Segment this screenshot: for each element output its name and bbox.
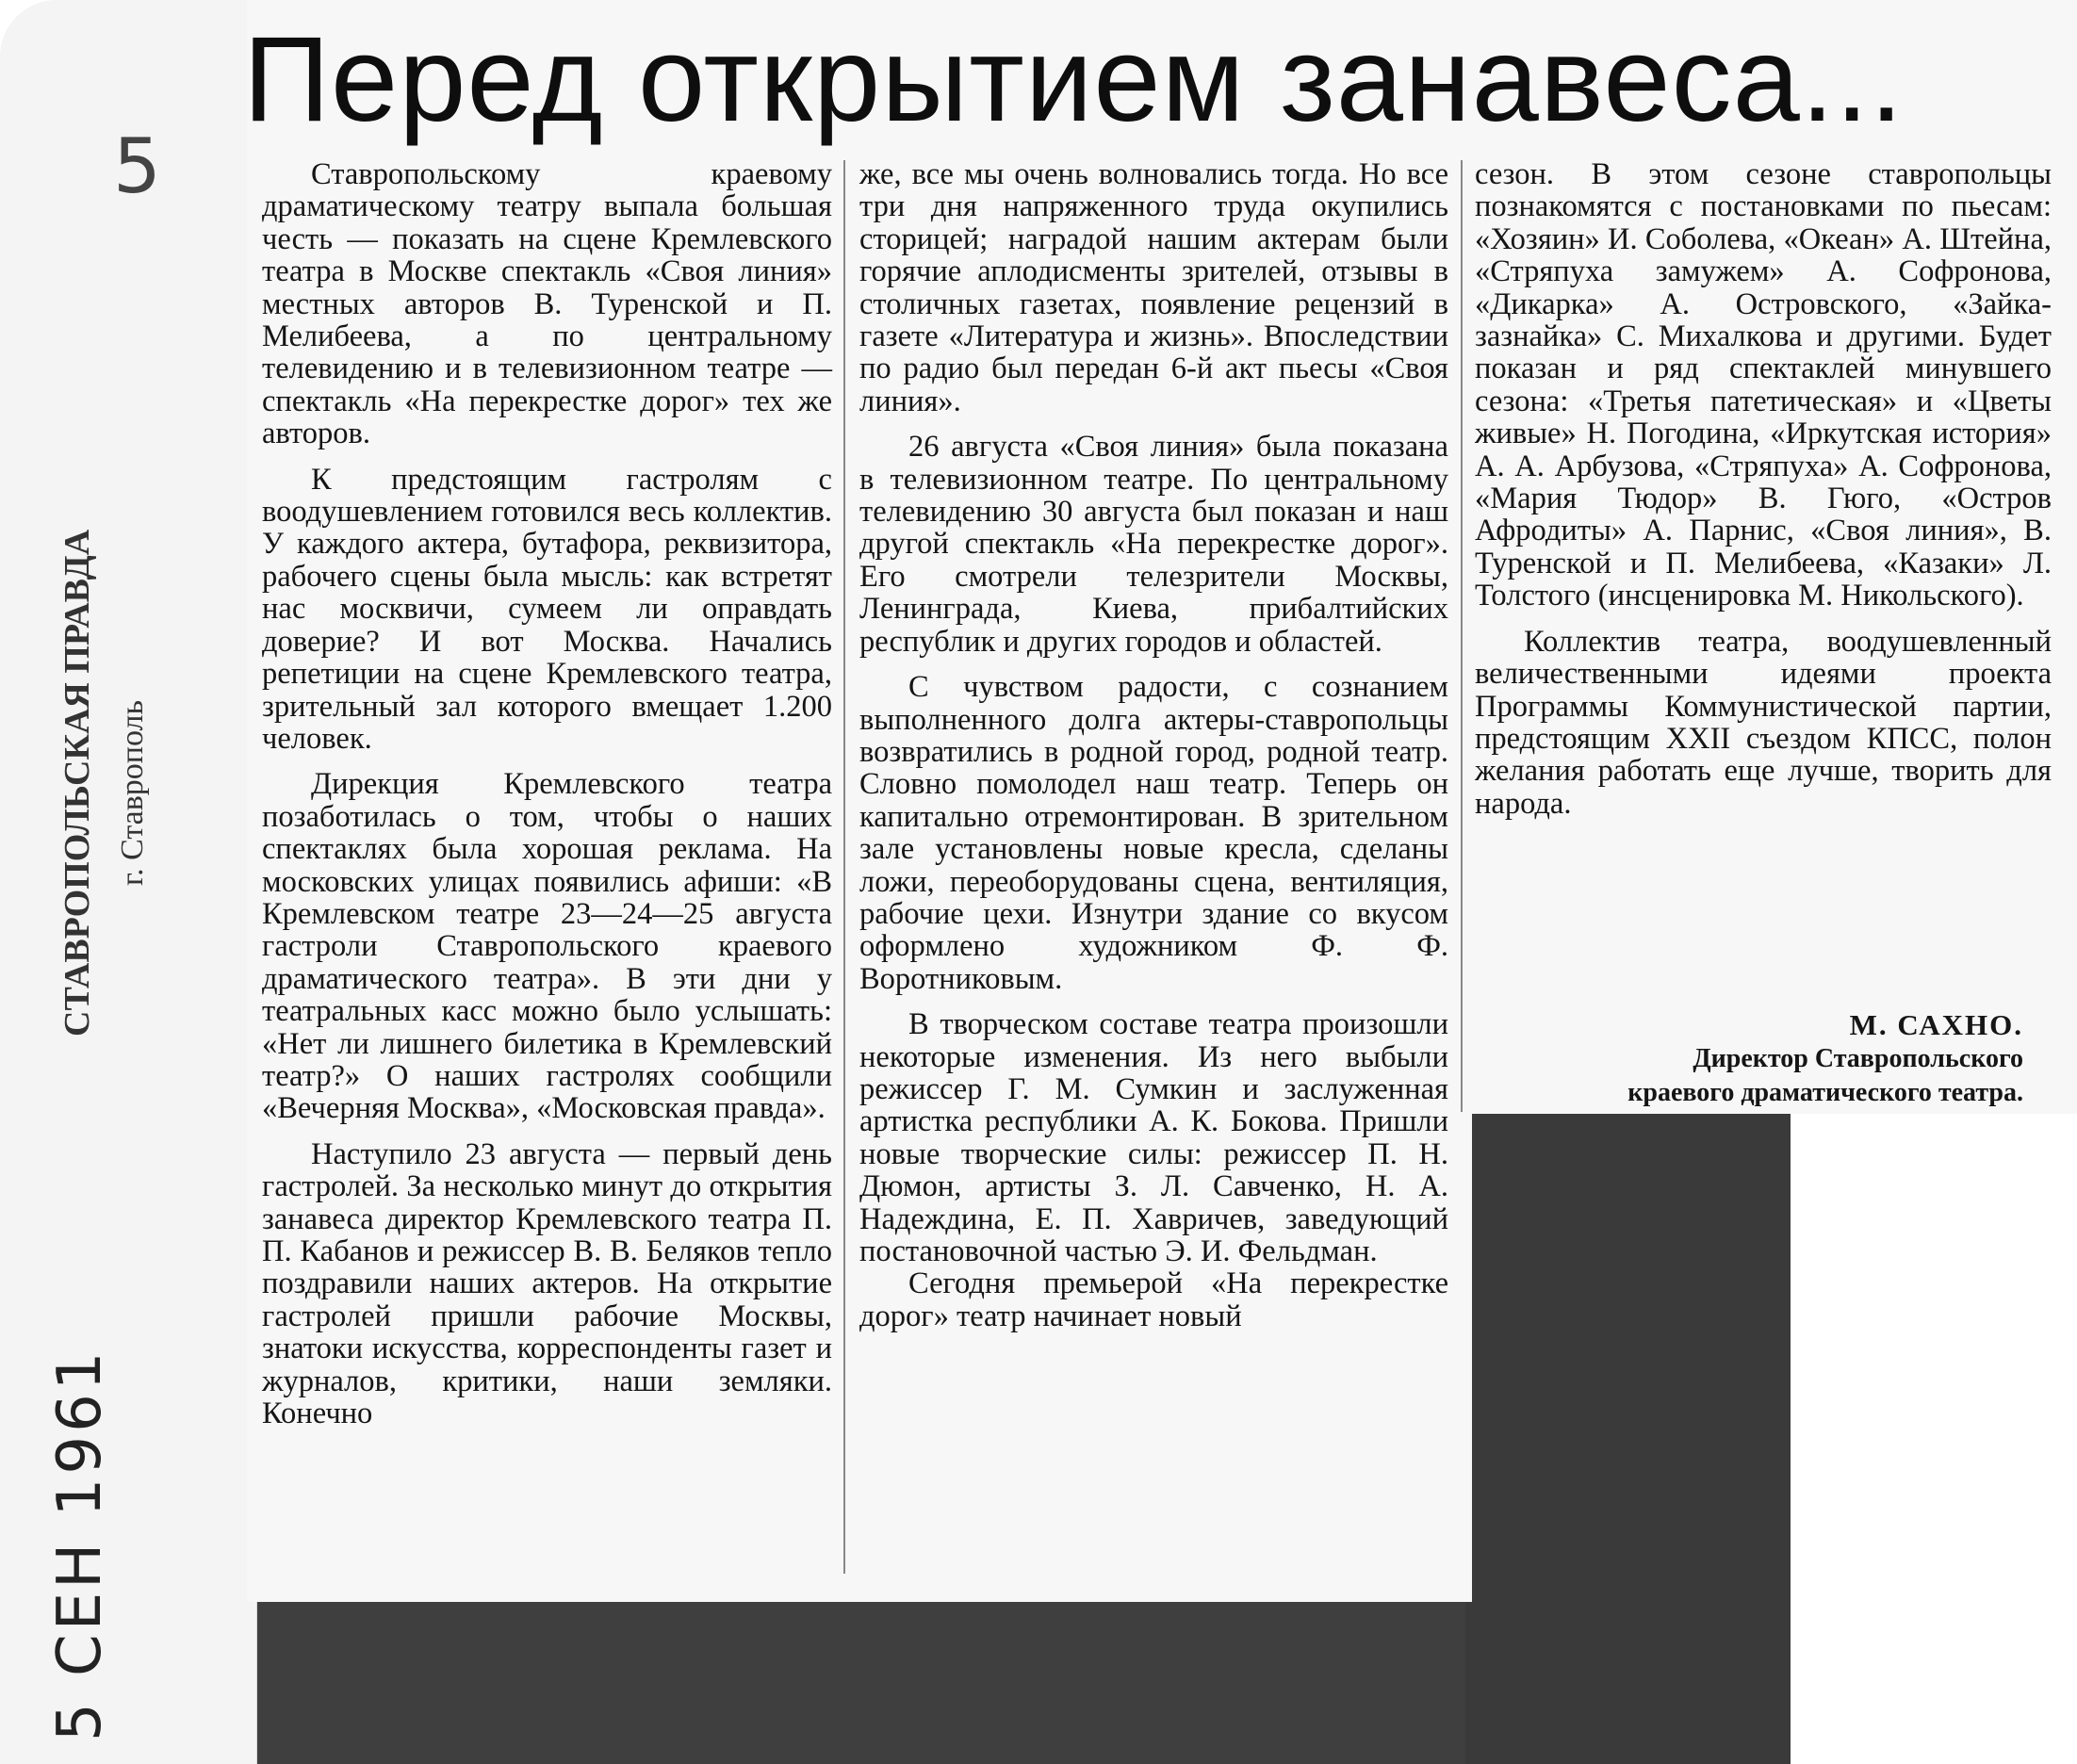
paragraph: Наступило 23 августа — первый день гастролей. За несколько минут до открытия занавеса директор Кремлевского театра П. П. Кабанов и режиссер В. В. Беляков тепло поздравили наших актеров. На открытие гастролей пришли рабочие Москвы, знатоки искусства, корреспонденты газет и журналов, критики, наши земляки. Конечно xyxy=(262,1136,832,1431)
date-stamp: 5 СЕН 1961 xyxy=(45,1348,115,1741)
article-column-1 xyxy=(262,158,832,1429)
paragraph: же, все мы очень волновались тогда. Но все три дня напряженного труда окупились сторицей; наградой нашим актерам были горячие аплодисменты зрителей, отзывы в столичных газетах, появление рецензий в газете «Литература и жизнь». Впоследствии по радио был передан 6-й акт пьесы «Своя линия». xyxy=(859,157,1448,418)
paragraph: Сегодня премьерой «На перекрестке дорог» театр начинает новый xyxy=(859,1266,1448,1333)
article-column-3 xyxy=(1475,158,2052,820)
paragraph: 26 августа «Своя линия» была показана в телевизионном театре. По центральному телевидению 30 августа был показан и наш другой спектакль «На перекрестке дорог». Его смотрели телезрители Москвы, Ленинграда, Киева, прибалтийских республик и других городов и областей. xyxy=(859,430,1448,659)
paragraph: С чувством радости, с сознанием выполненного долга актеры-ставропольцы возвратились в родной город, родной театр. Словно помолодел наш театр. Теперь он капитально отремонтирован. В зрительном зале установлены новые кресла, сделаны ложи, переоборудованы сцена, вентиляция, рабочие цехи. Изнутри здание со вкусом оформлено художником Ф. Ф. Воротниковым. xyxy=(859,670,1448,996)
paragraph: Коллектив театра, воодушевленный величественными идеями проекта Программы Коммунистической партии, предстоящим XXII съездом КПСС, полон желания работать еще лучше, творить для народа. xyxy=(1475,624,2052,821)
article-column-2 xyxy=(859,158,1448,1332)
background-blank xyxy=(1791,1112,2077,1764)
author-title: краевого драматического театра. xyxy=(1627,1078,2023,1107)
column-divider xyxy=(843,160,845,1574)
background-shadow xyxy=(1465,1112,1791,1764)
paragraph: сезон. В этом сезоне ставропольцы познакомятся с постановками по пьесам: «Хозяин» И. Соболева, «Океан» А. Штейна, «Стряпуха замужем» А. Софронова, «Дикарка» А. Островского, «Зайка-зазнайка» С. Михалкова и другими. Будет показан и ряд спектаклей минувшего сезона: «Третья патетическая» и «Цветы живые» Н. Погодина, «Иркутская история» А. А. Арбузова, «Стряпуха» А. Софронова, «Мария Тюдор» В. Гюго, «Остров Афродиты» А. Парнис, «Своя линия», В. Туренской и П. Мелибеева, «Казаки» Л. Толстого (инсценировка М. Никольского). xyxy=(1475,157,2052,613)
author-name: М. САХНО. xyxy=(1849,1008,2023,1041)
column-divider xyxy=(1461,160,1463,1112)
handwritten-mark: 5 xyxy=(113,122,161,210)
paragraph: Ставропольскому краевому драматическому театру выпала большая честь — показать на сцене Кремлевского театра в Москве спектакль «Своя линия» местных авторов В. Туренской и П. Мелибеева, а по центральному телевидению и в телевизионном театре — спектакль «На перекрестке дорог» тех же авторов. xyxy=(262,157,832,451)
author-title: Директор Ставропольского xyxy=(1693,1044,2023,1073)
paragraph: В творческом составе театра произошли некоторые изменения. Из него выбыли режиссер Г. М. Сумкин и заслуженная артистка республики А. К. Бокова. Пришли новые творческие силы: режиссер П. Н. Дюмон, артисты З. Л. Савченко, Н. А. Надеждина, Е. П. Хавричев, заведующий постановочной частью Э. И. Фельдман. xyxy=(859,1007,1448,1268)
paragraph: К предстоящим гастролям с воодушевлением готовился весь коллектив. У каждого актера, бутафора, реквизитора, рабочего сцены была мысль: как встретят нас москвичи, сумеем ли оправдать доверие? И вот Москва. Начались репетиции на сцене Кремлевского театра, зрительный зал которого вмещает 1.200 человек. xyxy=(262,462,832,756)
newspaper-city: г. Ставрополь xyxy=(115,700,150,886)
author-signature xyxy=(1475,1008,2023,1110)
paragraph: Дирекция Кремлевского театра позаботилась о том, чтобы о наших спектаклях была хорошая реклама. На московских улицах появились афиши: «В Кремлевском театре 23—24—25 августа гастроли Ставропольского краевого драматического театра». В эти дни у театральных касс можно было услышать: «Нет ли лишнего билетика в Кремлевский театр?» О наших гастролях сообщили «Вечерняя Москва», «Московская правда». xyxy=(262,767,832,1126)
newspaper-masthead: СТАВРОПОЛЬСКАЯ ПРАВДА xyxy=(57,529,97,1037)
article-headline: Перед открытием занавеса... xyxy=(243,12,1905,147)
